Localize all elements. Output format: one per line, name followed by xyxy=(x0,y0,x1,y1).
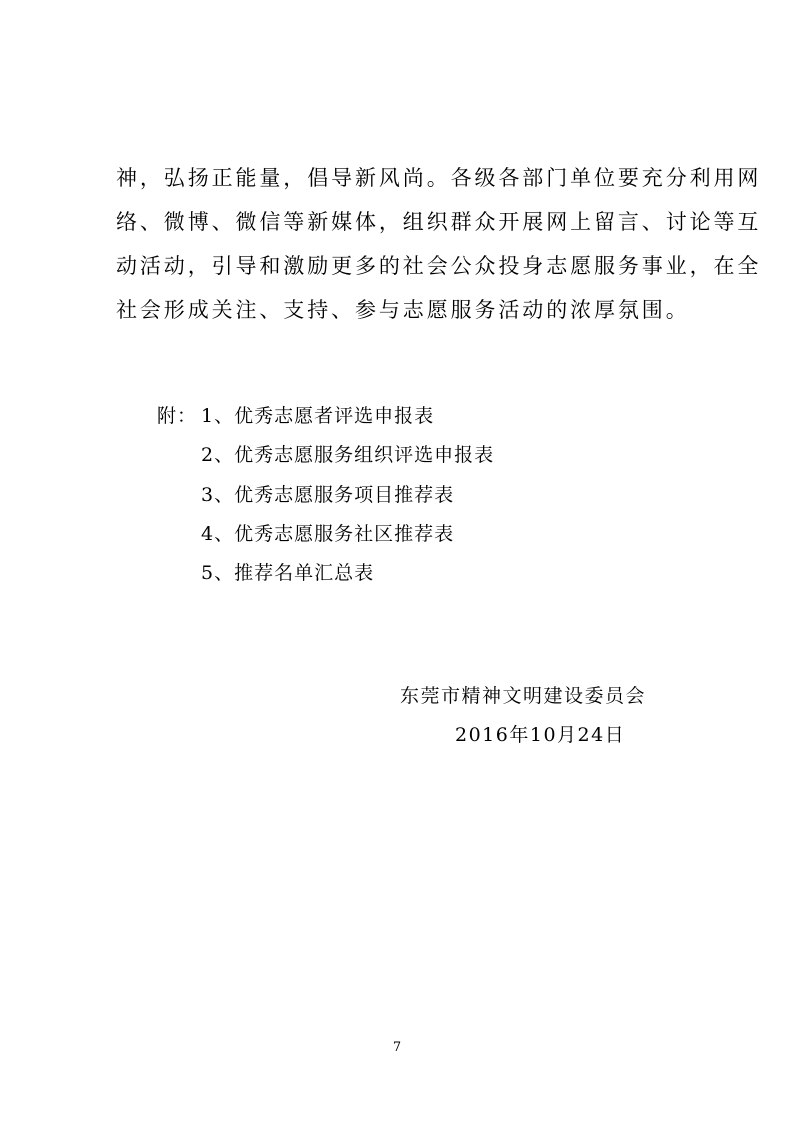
attachments-label: 附： xyxy=(157,405,198,427)
attachment-item-5: 5、推荐名单汇总表 xyxy=(201,562,375,584)
body-line-4: 社会形成关注、支持、参与志愿服务活动的浓厚氛围。 xyxy=(116,298,690,322)
attachment-item-1: 1、优秀志愿者评选申报表 xyxy=(201,405,435,427)
body-paragraph xyxy=(116,156,762,332)
body-line-3: 动活动，引导和激励更多的社会公众投身志愿服务事业，在全 xyxy=(116,254,762,278)
issuing-organization: 东莞市精神文明建设委员会 xyxy=(400,685,647,707)
body-line-2: 络、微博、微信等新媒体，组织群众开展网上留言、讨论等互 xyxy=(116,210,762,234)
attachment-item-2: 2、优秀志愿服务组织评选申报表 xyxy=(201,444,495,466)
issue-date: 2016年10月24日 xyxy=(455,724,626,746)
body-line-1: 神，弘扬正能量，倡导新风尚。各级各部门单位要充分利用网 xyxy=(116,166,762,190)
page-number: 7 xyxy=(392,1040,402,1055)
attachment-item-3: 3、优秀志愿服务项目推荐表 xyxy=(201,484,455,506)
attachment-item-4: 4、优秀志愿服务社区推荐表 xyxy=(201,523,455,545)
